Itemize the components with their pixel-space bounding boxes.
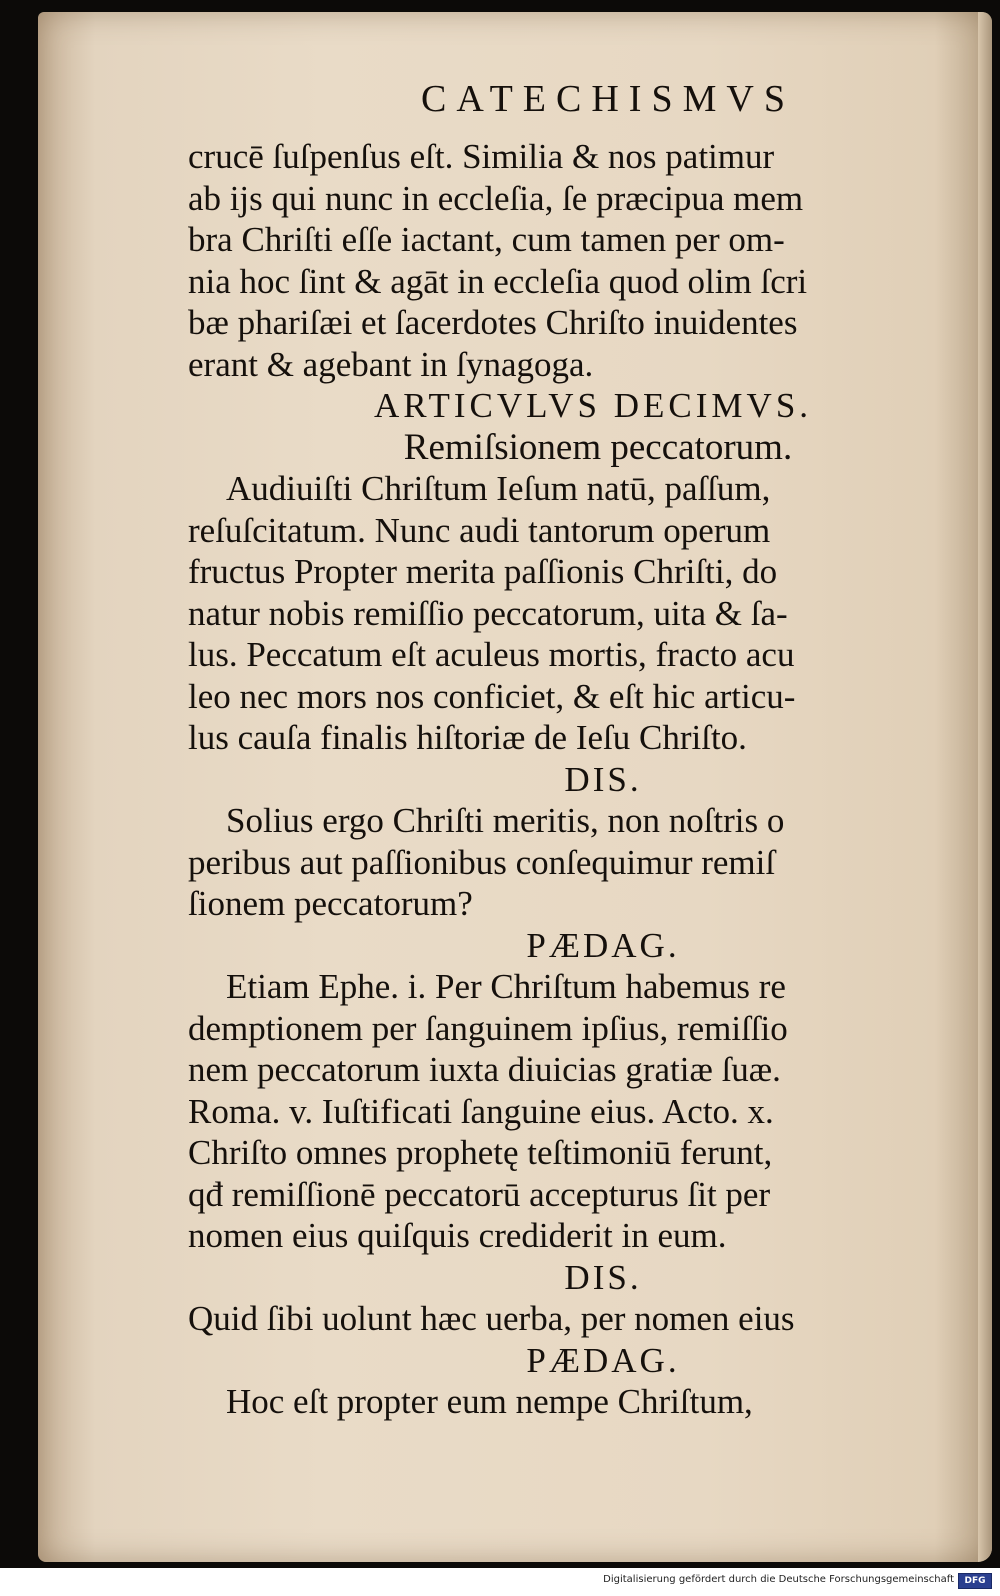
text-line: erant & agebant in ſynagoga. bbox=[188, 344, 594, 384]
running-header: CATECHISMVS bbox=[421, 78, 795, 120]
text-line: reſuſcitatum. Nunc audi tantorum operum bbox=[188, 510, 771, 550]
text-line: Chriſto omnes prophetę teſtimoniū ferunt, bbox=[188, 1133, 773, 1172]
text-line: Roma. v. Iuſtificati ſanguine eius. Acto. x. bbox=[188, 1091, 774, 1131]
text-line: peribus aut paſſionibus conſequimur remiſ bbox=[188, 842, 776, 882]
text-line: bra Chriſti eſſe iactant, cum tamen per om- bbox=[188, 220, 785, 259]
speaker-label: PÆDAG. bbox=[526, 1340, 680, 1380]
speaker-label: DIS. bbox=[564, 1257, 642, 1297]
text-line: nem peccatorum iuxta diuicias gratiæ ſuæ. bbox=[188, 1050, 781, 1089]
dfg-logo-text: DFG bbox=[964, 1576, 986, 1586]
section-heading: Remiſsionem peccatorum. bbox=[403, 426, 793, 468]
text-line: leo nec mors nos conficiet, & eſt hic articu- bbox=[188, 676, 796, 716]
text-line: Audiuiſti Chriſtum Ieſum natū, paſſum, bbox=[226, 469, 771, 508]
text-line: ſionem peccatorum? bbox=[188, 884, 473, 923]
dfg-logo-icon bbox=[958, 1573, 992, 1589]
text-line: Quid ſibi uolunt hæc uerba, per nomen eius bbox=[188, 1299, 795, 1338]
text-lines bbox=[188, 136, 988, 1423]
text-line: crucē ſuſpenſus eſt. Similia & nos patimur bbox=[188, 137, 775, 176]
text-line: lus. Peccatum eſt aculeus mortis, fracto acu bbox=[188, 635, 795, 674]
text-line: natur nobis remiſſio peccatorum, uita & ſa- bbox=[188, 593, 788, 633]
text-line: lus cauſa finalis hiſtoriæ de Ieſu Chriſto. bbox=[188, 718, 747, 757]
text-line: ab ĳs qui nunc in eccleſia, ſe præcipua mem bbox=[188, 178, 804, 218]
text-line: qđ remiſſionē peccatorū accepturus ſit per bbox=[188, 1174, 771, 1214]
text-line: nia hoc ſint & agāt in eccleſia quod olim ſcri bbox=[188, 261, 808, 301]
text-line: Etiam Ephe. i. Per Chriſtum habemus re bbox=[226, 967, 786, 1006]
text-line: demptionem per ſanguinem ipſius, remiſſio bbox=[188, 1008, 788, 1048]
text-line: fructus Propter merita paſſionis Chriſti, do bbox=[188, 552, 778, 591]
speaker-label: DIS. bbox=[564, 759, 642, 799]
text-line: bæ phariſæi et ſacerdotes Chriſto inuidentes bbox=[188, 303, 798, 342]
book-page bbox=[38, 12, 992, 1562]
text-line: nomen eius quiſquis crediderit in eum. bbox=[188, 1216, 727, 1255]
text-line: Hoc eſt propter eum nempe Chriſtum, bbox=[226, 1382, 753, 1421]
section-heading: ARTICVLVS DECIMVS. bbox=[373, 386, 813, 425]
speaker-label: PÆDAG. bbox=[526, 925, 680, 965]
digitization-footer bbox=[0, 1568, 1000, 1596]
page-text-block bbox=[188, 74, 988, 1423]
text-line: Solius ergo Chriſti meritis, non noſtris o bbox=[226, 801, 785, 840]
funding-credit: Digitalisierung gefördert durch die Deutsche Forschungsgemeinschaft bbox=[603, 1574, 954, 1585]
